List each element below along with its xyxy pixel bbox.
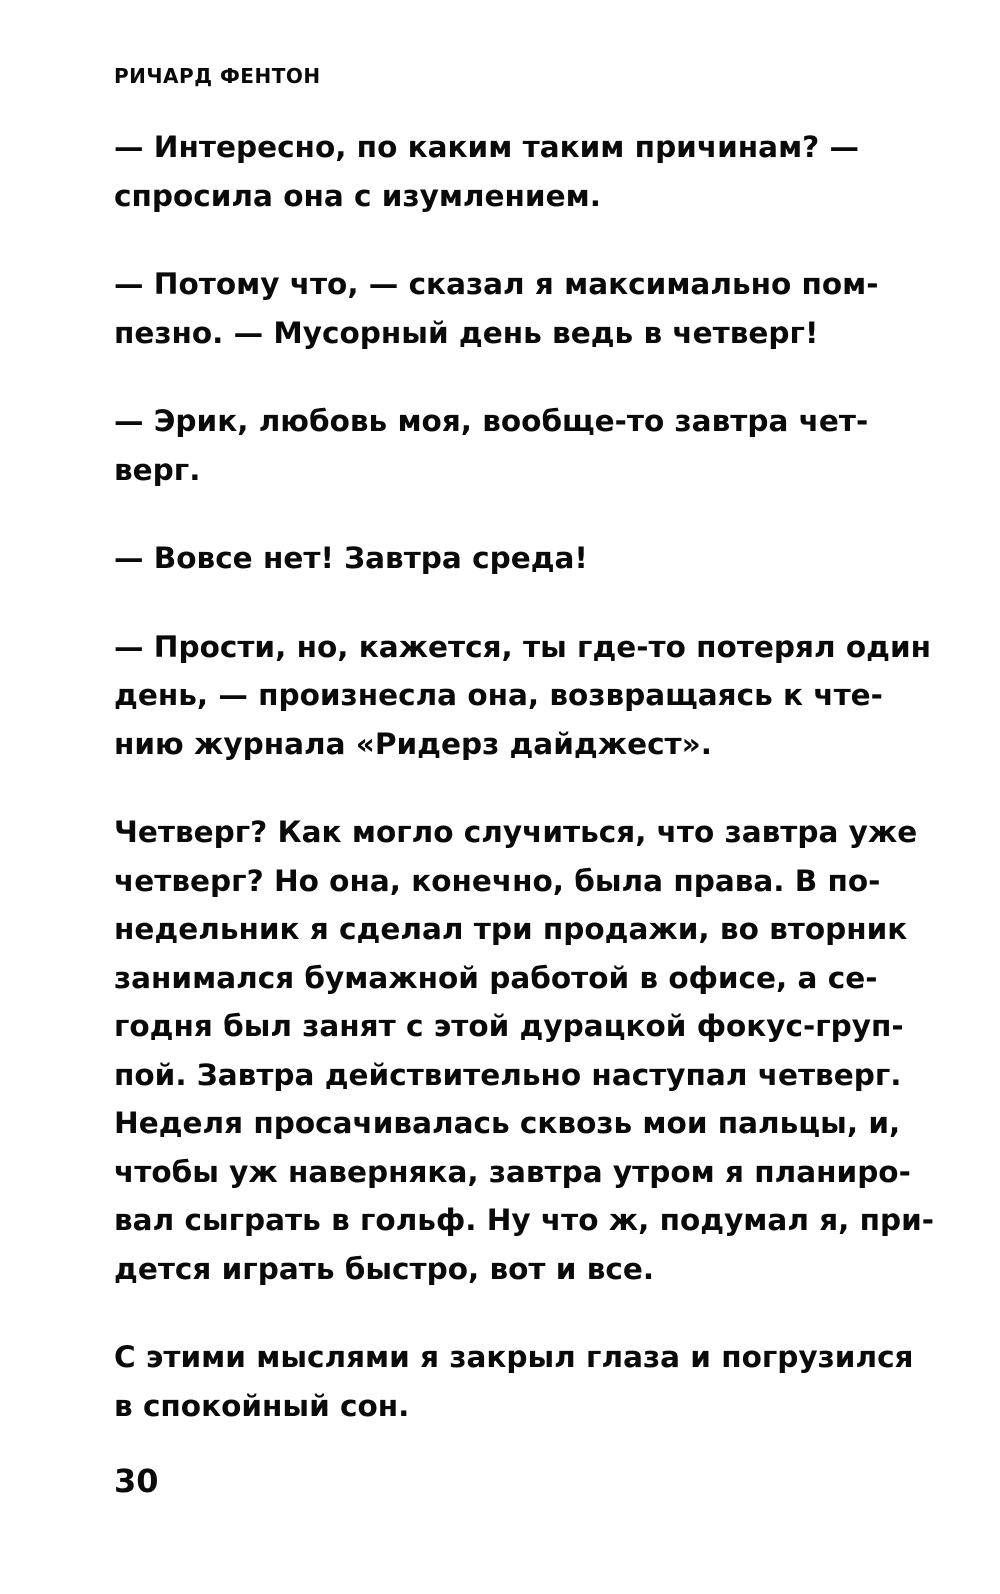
text-line: пой. Завтра действительно наступал четверг. (114, 1057, 902, 1092)
text-line: нию журнала «Ридерз дайджест». (114, 726, 712, 761)
text-line: недельник я сделал три продажи, во вторник (114, 912, 908, 946)
paragraph (114, 123, 889, 220)
text-line: день, — произнесла она, возвращаясь к чте- (114, 678, 883, 712)
paragraph (114, 397, 889, 494)
running-head-author: РИЧАРД ФЕНТОН (114, 64, 321, 88)
text-line: верг. (114, 452, 201, 487)
text-line: дется играть быстро, вот и все. (114, 1251, 655, 1286)
paragraph (114, 534, 889, 583)
text-line: — Эрик, любовь моя, вообще-то завтра чет- (114, 404, 869, 438)
text-line: Неделя просачивалась сквозь мои пальцы, и, (114, 1106, 901, 1140)
text-line: чтобы уж наверняка, завтра утром я планиро- (114, 1154, 911, 1189)
text-line: Четверг? Как могло случиться, что завтра уже (114, 815, 918, 849)
text-line: в спокойный сон. (114, 1388, 410, 1423)
text-line: — Прости, но, кажется, ты где-то потерял один (114, 629, 931, 664)
paragraph (114, 623, 931, 769)
paragraph (114, 1333, 914, 1430)
paragraph (114, 808, 935, 1293)
text-line: занимался бумажной работой в офисе, а се- (114, 960, 878, 995)
text-line: четверг? Но она, конечно, была права. В по- (114, 863, 881, 898)
text-line: вал сыграть в гольф. Ну что ж, подумал я, при- (114, 1203, 935, 1237)
text-line: — Вовсе нет! Завтра среда! (114, 541, 588, 575)
text-line: годня был занят с этой дурацкой фокус-груп- (114, 1009, 904, 1043)
text-line: спросила она с изумлением. (114, 178, 601, 213)
page-number: 30 (114, 1462, 159, 1500)
body-text (114, 123, 935, 1470)
text-line: — Потому что, — сказал я максимально пом- (114, 267, 879, 301)
text-line: С этими мыслями я закрыл глаза и погрузился (114, 1340, 914, 1374)
text-line: пезно. — Мусорный день ведь в четверг! (114, 315, 819, 350)
text-line: — Интересно, по каким таким причинам? — (114, 130, 860, 164)
paragraph (114, 260, 889, 357)
